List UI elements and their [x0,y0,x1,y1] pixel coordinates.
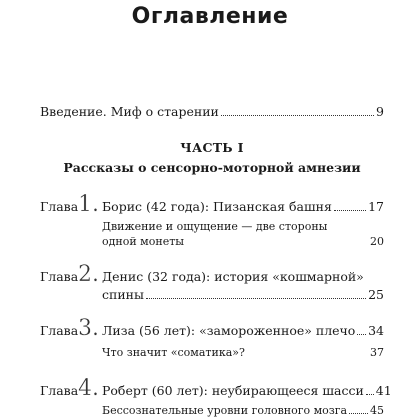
chapter-prefix: Глава [40,269,79,284]
subentry-title: Движение и ощущение — две стороны [102,220,328,233]
entry-title: Денис (32 года): история «кошмарной» [102,269,364,284]
part-label: ЧАСТЬ I [180,140,244,155]
entry-title: Лиза (56 лет): «замороженное» плечо [102,323,356,338]
dot-leader [366,394,374,395]
page-number: 34 [368,323,384,338]
dot-leader [357,334,366,335]
subentry-title-cont: одной монеты [102,235,185,248]
dot-leader [146,298,366,299]
chapter-prefix: Глава [40,323,79,338]
chapter-numeral: 3. [78,316,99,341]
subentry-title: Бессознательные уровни головного мозга [102,404,348,417]
part-heading [40,140,384,175]
dot-leader [334,210,366,211]
toc-entry-chapter-3[interactable] [40,316,384,359]
toc-entry-chapter-2[interactable] [40,262,384,302]
entry-title: Роберт (60 лет): неубирающееся шасси [102,383,364,398]
chapter-prefix: Глава [40,199,79,214]
toc-subentry[interactable] [102,346,384,359]
dot-leader [349,413,368,414]
entry-title: Введение. Миф о старении [40,104,219,119]
toc-subentry[interactable] [102,220,384,248]
page-number: 37 [370,346,384,359]
page-title: Оглавление [131,4,289,29]
dot-leader [221,115,374,116]
entry-title-cont: спины [102,287,144,302]
page-number: 41 [375,383,392,398]
toc-entry-introduction[interactable] [40,104,384,119]
toc-entry-chapter-1[interactable] [40,192,384,248]
page-number: 25 [368,287,384,302]
toc-subentry[interactable] [102,404,384,417]
toc-entry-chapter-4[interactable] [40,376,392,417]
chapter-numeral: 2. [78,262,99,287]
page-number: 20 [370,235,384,248]
part-title: Рассказы о сенсорно-моторной амнезии [63,160,361,175]
page-number: 9 [376,104,384,119]
chapter-numeral: 1. [78,192,99,217]
subentry-title: Что значит «соматика»? [102,346,245,359]
page-number: 17 [368,199,384,214]
page-number: 45 [370,404,384,417]
chapter-prefix: Глава [40,383,79,398]
entry-title: Борис (42 года): Пизанская башня [102,199,332,214]
chapter-numeral: 4. [78,376,99,401]
